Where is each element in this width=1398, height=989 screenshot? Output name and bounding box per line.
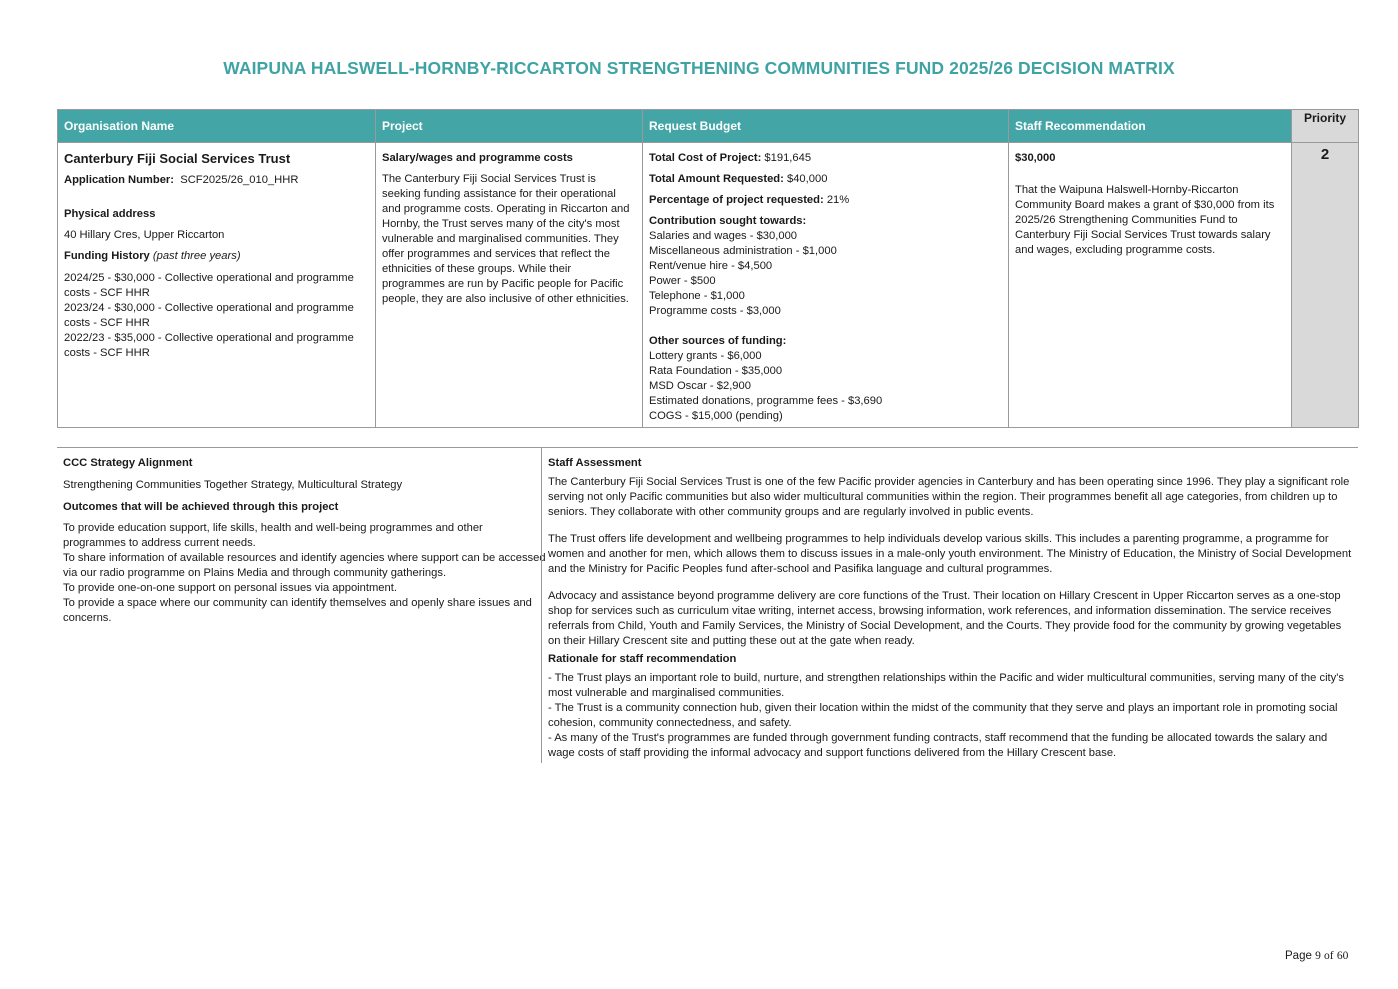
- contribution-heading: Contribution sought towards:: [649, 215, 807, 227]
- funding-history-list: [64, 271, 369, 361]
- contribution-item: Miscellaneous administration - $1,000: [649, 245, 837, 257]
- application-number: Application Number: SCF2025/26_010_HHR: [64, 174, 299, 186]
- document-title: WAIPUNA HALSWELL-HORNBY-RICCARTON STRENGTHENING COMMUNITIES FUND 2025/26 DECISION MATRIX: [223, 58, 1175, 78]
- assessment-section: [57, 447, 1358, 759]
- organisation-name: Canterbury Fiji Social Services Trust: [64, 151, 291, 166]
- strategy-heading: CCC Strategy Alignment: [63, 457, 193, 469]
- table-header-row: [58, 110, 1359, 143]
- strategy-text: Strengthening Communities Together Strategy, Multicultural Strategy: [63, 479, 403, 491]
- assessment-paragraph: The Trust offers life development and wellbeing programmes to help individuals develop various skills. This includes a parenting programme, a programme for women and another for men, which allows them to discuss issues in a male-only youth environment. The Ministry of Education, the Ministry of Social Development and the Ministry for Pacific Peoples fund after-school and Pasifika language and cultural programmes.: [548, 533, 1352, 575]
- rationale-item: - The Trust is a community connection hub, given their location within the midst of the community that they serve and plays an important role in promoting social cohesion, community connectedness, and safety.: [548, 702, 1338, 729]
- contribution-list: [649, 229, 1002, 319]
- physical-address: 40 Hillary Cres, Upper Riccarton: [64, 229, 225, 241]
- other-funding-item: Rata Foundation - $35,000: [649, 365, 783, 377]
- amount-requested: Total Amount Requested: $40,000: [649, 173, 828, 185]
- contribution-item: Programme costs - $3,000: [649, 305, 781, 317]
- contribution-item: Telephone - $1,000: [649, 290, 745, 302]
- total-cost: Total Cost of Project: $191,645: [649, 152, 812, 164]
- staff-recommendation-cell: [1009, 143, 1292, 428]
- rationale-item: - As many of the Trust's programmes are funded through government funding contracts, staff recommend that the funding be allocated towards the salary and wage costs of staff providing the informal advocacy and support functions delivered from the Hillary Crescent base.: [548, 732, 1328, 759]
- funding-history-item: 2024/25 - $30,000 - Collective operational and programme costs - SCF HHR: [64, 272, 354, 299]
- other-funding-list: [649, 349, 1002, 424]
- physical-address-label: Physical address: [64, 208, 156, 220]
- rationale-list: [548, 671, 1352, 761]
- budget-cell: [643, 143, 1009, 428]
- header-priority: Priority: [1292, 110, 1359, 143]
- contribution-item: Rent/venue hire - $4,500: [649, 260, 773, 272]
- header-organisation-name: Organisation Name: [58, 110, 376, 143]
- project-title: Salary/wages and programme costs: [382, 152, 573, 164]
- project-description: The Canterbury Fiji Social Services Trust is seeking funding assistance for their operational and programme costs. Operating in Riccarton and Hornby, the Trust serves many of the city's most vulnerable and marginalised communities. They offer programmes and services that reflect the ethnicities of these groups. While their programmes are run by Pacific people for Pacific people, they are also inclusive of other ethnicities.: [382, 173, 630, 305]
- header-staff-recommendation: Staff Recommendation: [1009, 110, 1292, 143]
- funding-history-item: 2022/23 - $35,000 - Collective operational and programme costs - SCF HHR: [64, 332, 354, 359]
- funding-history-item: 2023/24 - $30,000 - Collective operational and programme costs - SCF HHR: [64, 302, 354, 329]
- recommended-amount: $30,000: [1015, 152, 1056, 164]
- recommendation-text: That the Waipuna Halswell-Hornby-Riccarton Community Board makes a grant of $30,000 from its 2025/26 Strengthening Communities Fund to Canterbury Fiji Social Services Trust towards salary and wages, excluding programme costs.: [1015, 184, 1275, 256]
- funding-history-heading: Funding History (past three years): [64, 250, 241, 262]
- header-project: Project: [376, 110, 643, 143]
- strategy-column: [57, 448, 553, 626]
- other-funding-item: MSD Oscar - $2,900: [649, 380, 751, 392]
- contribution-item: Salaries and wages - $30,000: [649, 230, 798, 242]
- other-funding-heading: Other sources of funding:: [649, 335, 787, 347]
- other-funding-item: Estimated donations, programme fees - $3,690: [649, 395, 883, 407]
- outcome-item: To provide one-on-one support on personal issues via appointment.: [63, 582, 397, 594]
- header-request-budget: Request Budget: [643, 110, 1009, 143]
- rationale-item: - The Trust plays an important role to build, nurture, and strengthen relationships within the Pacific and wider multicultural communities, serving many of the city's most vulnerable and marginalised communities.: [548, 672, 1344, 699]
- priority-value: 2: [1292, 143, 1359, 428]
- staff-assessment-column: [541, 448, 1358, 763]
- percentage-requested: Percentage of project requested: 21%: [649, 194, 850, 206]
- other-funding-item: Lottery grants - $6,000: [649, 350, 762, 362]
- other-funding-item: COGS - $15,000 (pending): [649, 410, 783, 422]
- rationale-heading: Rationale for staff recommendation: [548, 653, 737, 665]
- outcome-item: To provide a space where our community can identify themselves and openly share issues and concerns.: [63, 597, 532, 624]
- page-number: Page 9 of 60: [1285, 950, 1349, 962]
- outcomes-heading: Outcomes that will be achieved through this project: [63, 501, 339, 513]
- table-row: [58, 143, 1359, 428]
- project-cell: [376, 143, 643, 428]
- staff-assessment-heading: Staff Assessment: [548, 457, 642, 469]
- outcome-item: To provide education support, life skills, health and well-being programmes and other programmes to address current needs.: [63, 522, 483, 549]
- outcome-item: To share information of available resources and identify agencies where support can be accessed via our radio programme on Plains Media and through community gatherings.: [63, 552, 546, 579]
- decision-matrix-table: [57, 109, 1359, 428]
- organisation-cell: [58, 143, 376, 428]
- assessment-paragraph: The Canterbury Fiji Social Services Trust is one of the few Pacific provider agencies in Canterbury and has been operating since 1996. They play a significant role serving not only Pacific communities but also wider multicultural communities within the region. Their programmes benefit all age categories, from children up to seniors. They collaborate with other community groups and are regularly involved in public events.: [548, 476, 1350, 518]
- outcomes-list: [63, 521, 547, 626]
- contribution-item: Power - $500: [649, 275, 716, 287]
- assessment-paragraph: Advocacy and assistance beyond programme delivery are core functions of the Trust. Their location on Hillary Crescent in Upper Riccarton serves as a one-stop shop for services such as curriculum vitae writing, internet access, browsing information, work references, and information dissemination. The service receives referrals from Child, Youth and Family Services, the Ministry of Social Development, and the Courts. They provide food for the community by growing vegetables on their Hillary Crescent site and putting these out at the gate when ready.: [548, 590, 1342, 647]
